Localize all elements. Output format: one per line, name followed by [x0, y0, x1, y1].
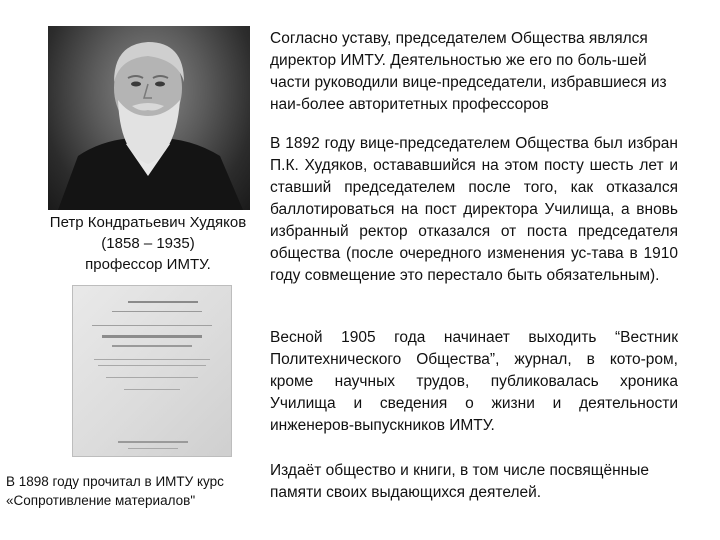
portrait-caption	[20, 212, 276, 275]
book-cover-image	[72, 285, 232, 457]
paragraph-1892: В 1892 году вице-председателем Общества был избран П.К. Худяков, остававшийся на этом посту шесть лет и ставший председателем после того, как отказался баллотироваться на пост директора Училища, а вновь избранный ректор отказался от поста председателя общества (после очередного изменения ус-тава в 1910 году совмещение это перестало быть обязательным).	[270, 135, 678, 284]
book-caption-line-1: В 1898 году прочитал в ИМТУ курс	[6, 474, 224, 489]
paragraph-1905: Весной 1905 года начинает выходить “Вестник Политехнического Общества”, журнал, в кото-ром, кроме научных трудов, публиковалась хроника Училища и сведения о жизни и деятельности инженеров-выпускников ИМТУ.	[270, 329, 678, 434]
person-years: (1858 – 1935)	[101, 235, 195, 252]
book-caption-line-2: «Сопротивление материалов"	[6, 493, 196, 508]
person-name: Петр Кондратьевич Худяков	[49, 214, 247, 231]
paragraph-charter: Согласно уставу, председателем Общества являлся директор ИМТУ. Деятельностью же его по боль-шей части руководили вице-председатели, избравшиеся из наи-более авторитетных профессоров	[270, 30, 667, 113]
paragraph-books: Издаёт общество и книги, в том числе посвящённые памяти своих выдающихся деятелей.	[270, 462, 649, 501]
book-caption	[6, 472, 262, 510]
portrait-photo	[48, 26, 250, 210]
person-title: профессор ИМТУ.	[85, 256, 211, 273]
